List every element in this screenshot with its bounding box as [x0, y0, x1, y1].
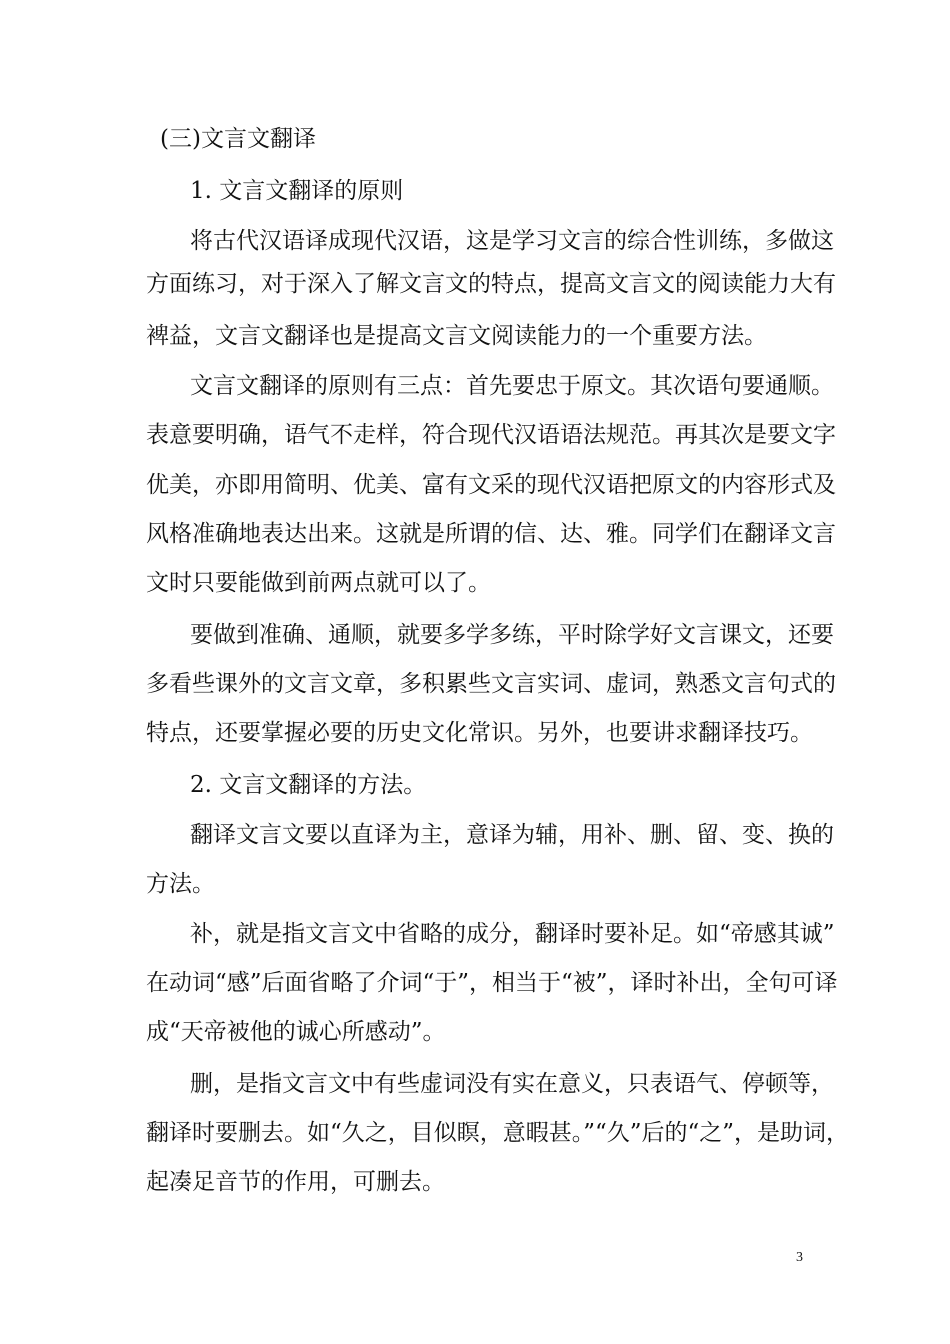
paragraph-line: 成“天帝被他的诚心所感动”。: [146, 1019, 446, 1045]
paragraph-line: 方法。: [146, 871, 215, 897]
paragraph-line: 风格准确地表达出来。这就是所谓的信、达、雅。同学们在翻译文言: [146, 521, 836, 547]
paragraph-line: 起凑足音节的作用，可删去。: [146, 1169, 445, 1195]
paragraph-line: 将古代汉语译成现代汉语，这是学习文言的综合性训练，多做这: [190, 228, 834, 254]
paragraph-line: 翻译文言文要以直译为主，意译为辅，用补、删、留、变、换的: [190, 822, 834, 848]
subsection-heading-methods: 2. 文言文翻译的方法。: [190, 772, 427, 798]
paragraph-line: 多看些课外的文言文章，多积累些文言实词、虚词，熟悉文言句式的: [146, 671, 836, 697]
subsection-heading-principles: 1. 文言文翻译的原则: [190, 178, 404, 204]
paragraph-line: 删，是指文言文中有些虚词没有实在意义，只表语气、停顿等，: [190, 1071, 834, 1097]
paragraph-line: 表意要明确，语气不走样，符合现代汉语语法规范。再其次是要文字: [146, 422, 836, 448]
paragraph-line: 方面练习，对于深入了解文言文的特点，提高文言文的阅读能力大有: [146, 271, 836, 297]
paragraph-line: 优美，亦即用简明、优美、富有文采的现代汉语把原文的内容形式及: [146, 472, 836, 498]
section-heading: (三)文言文翻译: [160, 126, 316, 152]
paragraph-line: 特点，还要掌握必要的历史文化常识。另外，也要讲求翻译技巧。: [146, 720, 813, 746]
paragraph-line: 要做到准确、通顺，就要多学多练，平时除学好文言课文，还要: [190, 622, 834, 648]
paragraph-line: 补，就是指文言文中省略的成分，翻译时要补足。如“帝感其诚”: [190, 921, 835, 947]
paragraph-line: 翻译时要删去。如“久之，目似瞑，意暇甚。”“久”后的“之”，是助词，: [146, 1120, 850, 1146]
paragraph-line: 文时只要能做到前两点就可以了。: [146, 570, 491, 596]
paragraph-line: 文言文翻译的原则有三点：首先要忠于原文。其次语句要通顺。: [190, 373, 834, 399]
paragraph-line: 在动词“感”后面省略了介词“于”，相当于“被”，译时补出，全句可译: [146, 970, 838, 996]
page-number: 3: [796, 1250, 803, 1265]
paragraph-line: 裨益，文言文翻译也是提高文言文阅读能力的一个重要方法。: [146, 323, 767, 349]
